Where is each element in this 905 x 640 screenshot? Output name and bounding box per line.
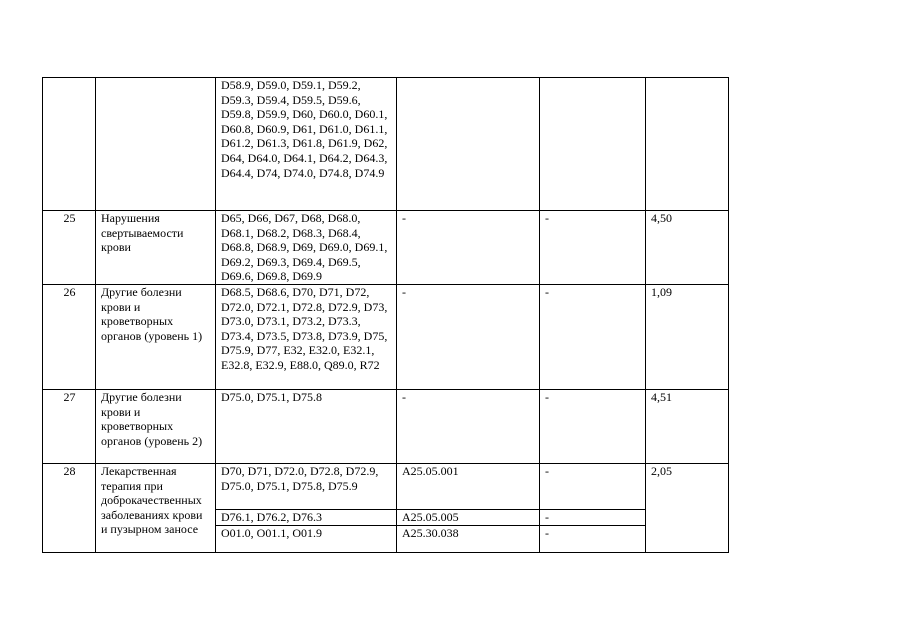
coefficient-cell: 2,05 — [646, 464, 729, 553]
icd-codes-cell: D65, D66, D67, D68, D68.0, D68.1, D68.2, D68.3, D68.4, D68.8, D68.9, D69, D69.0, D69.1, D69.2, D69.3, D69.4, D69.5, D69.6, D69.8, D69.9 — [216, 211, 397, 285]
coefficient-cell — [646, 78, 729, 211]
service-code-cell: - — [397, 285, 540, 390]
service-code-cell: - — [397, 390, 540, 464]
service-code-cell: A25.30.038 — [397, 525, 540, 552]
group-name-cell — [96, 78, 216, 211]
extra-criterion-cell: - — [540, 285, 646, 390]
coefficient-cell: 4,50 — [646, 211, 729, 285]
icd-codes-cell: O01.0, O01.1, O01.9 — [216, 525, 397, 552]
group-name-cell: Другие болезни крови и кроветворных органов (уровень 2) — [96, 390, 216, 464]
table-row-26 — [43, 285, 729, 390]
extra-criterion-cell: - — [540, 211, 646, 285]
row-number-cell — [43, 78, 96, 211]
extra-criterion-cell: - — [540, 464, 646, 510]
service-code-cell — [397, 78, 540, 211]
extra-criterion-cell: - — [540, 510, 646, 526]
extra-criterion-cell: - — [540, 525, 646, 552]
coefficient-cell: 1,09 — [646, 285, 729, 390]
group-name-cell: Другие болезни крови и кроветворных органов (уровень 1) — [96, 285, 216, 390]
service-code-cell: A25.05.001 — [397, 464, 540, 510]
group-name-cell: Лекарственная терапия при доброкачественных заболеваниях крови и пузырном заносе — [96, 464, 216, 553]
extra-criterion-cell — [540, 78, 646, 211]
row-number-cell: 27 — [43, 390, 96, 464]
icd-codes-cell: D70, D71, D72.0, D72.8, D72.9, D75.0, D75.1, D75.8, D75.9 — [216, 464, 397, 510]
row-number-cell: 28 — [43, 464, 96, 553]
table-row-27 — [43, 390, 729, 464]
service-code-cell: A25.05.005 — [397, 510, 540, 526]
row-number-cell: 26 — [43, 285, 96, 390]
group-name-cell: Нарушения свертываемости крови — [96, 211, 216, 285]
service-code-cell: - — [397, 211, 540, 285]
icd-codes-cell: D58.9, D59.0, D59.1, D59.2, D59.3, D59.4, D59.5, D59.6, D59.8, D59.9, D60, D60.0, D60.1, D60.8, D60.9, D61, D61.0, D61.1, D61.2, D61.3, D61.8, D61.9, D62, D64, D64.0, D64.1, D64.2, D64.3, D64.4, D74, D74.0, D74.8, D74.9 — [216, 78, 397, 211]
icd-codes-cell: D75.0, D75.1, D75.8 — [216, 390, 397, 464]
table-row-25 — [43, 211, 729, 285]
icd-codes-cell: D68.5, D68.6, D70, D71, D72, D72.0, D72.1, D72.8, D72.9, D73, D73.0, D73.1, D73.2, D73.3, D73.4, D73.5, D73.8, D73.9, D75, D75.9, D77, E32, E32.0, E32.1, E32.8, E32.9, E88.0, Q89.0, R72 — [216, 285, 397, 390]
icd-codes-cell: D76.1, D76.2, D76.3 — [216, 510, 397, 526]
extra-criterion-cell: - — [540, 390, 646, 464]
coefficient-cell: 4,51 — [646, 390, 729, 464]
ksg-table — [42, 77, 729, 553]
table-row-28 — [43, 464, 729, 510]
table-row-continuation — [43, 78, 729, 211]
row-number-cell: 25 — [43, 211, 96, 285]
